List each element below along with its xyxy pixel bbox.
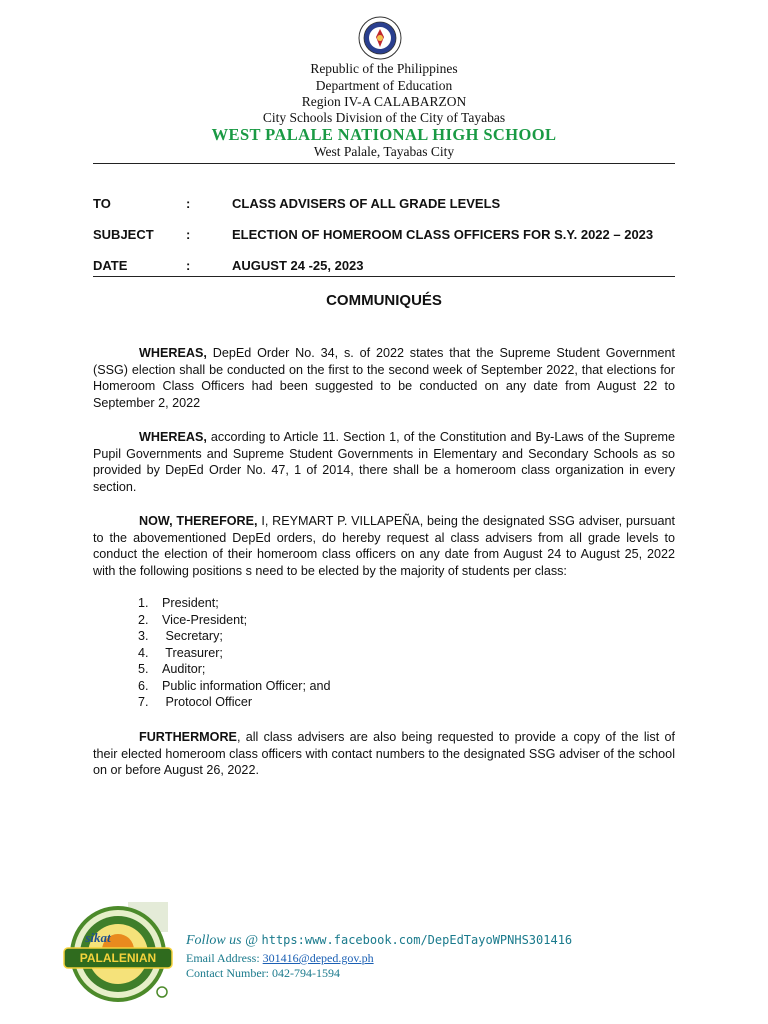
memo-date-value: AUGUST 24 -25, 2023 — [232, 258, 364, 273]
footer-email: Email Address: 301416@deped.gov.ph — [186, 951, 374, 965]
positions-list — [138, 595, 330, 711]
paragraph-body: according to Article 11. Section 1, of the Constitution and By-Laws of the Supreme Pupil Governments and Supreme Student Governments in Elementary and Secondary Schools as so provided by DepEd Order No. 47, 1 of 2014, there shall be a homeroom class organization in every section. — [93, 430, 675, 494]
email-link[interactable]: 301416@deped.gov.ph — [262, 951, 374, 965]
list-item: 2. Vice-President; — [138, 612, 248, 627]
header-divider — [93, 163, 675, 164]
list-item: 4. Treasurer; — [138, 645, 223, 660]
paragraph-lead: WHEREAS, — [139, 430, 207, 444]
footer-contact: Contact Number: 042-794-1594 — [186, 966, 340, 980]
memo-to-value: CLASS ADVISERS OF ALL GRADE LEVELS — [232, 196, 501, 211]
list-item: 6. Public information Officer; and — [138, 678, 331, 693]
paragraph-lead: NOW, THEREFORE, — [139, 514, 258, 528]
facebook-link[interactable]: https:www.facebook.com/DepEdTayoWPNHS301416 — [261, 933, 573, 947]
memo-to-colon: : — [186, 196, 191, 211]
deped-seal-icon — [358, 16, 402, 60]
list-item: 7. Protocol Officer — [138, 695, 253, 709]
memo-subject-colon: : — [186, 227, 191, 242]
memo-subject-label: SUBJECT — [93, 227, 154, 242]
svg-text:sikat: sikat — [85, 930, 111, 945]
paragraph-body: I, REYMART P. VILLAPEÑA, being the designated SSG adviser, pursuant to the abovementioned DepEd orders, do hereby request al class advisers from all grade levels to conduct the election of their homeroom class officers on any date from August 24 to August 25, 2022 with the following positions s need to be elected by the majority of students per class: — [93, 514, 675, 578]
school-address: West Palale, Tayabas City — [313, 144, 455, 159]
list-item: 5. Auditor; — [138, 662, 206, 676]
list-item: 3. Secretary; — [138, 629, 223, 643]
memo-subject-value: ELECTION OF HOMEROOM CLASS OFFICERS FOR S.Y. 2022 – 2023 — [232, 227, 654, 242]
school-logo-icon — [58, 898, 184, 1013]
header-department: Department of Education — [315, 78, 453, 93]
paragraph-body: DepEd Order No. 34, s. of 2022 states that the Supreme Student Government (SSG) election shall be conducted on the first to the second week of September 2022, that elections for Homeroom Class Officers had been suggested to be conducted on any date from August 22 to September 2, 2022 — [93, 346, 675, 410]
memo-date-colon: : — [186, 258, 191, 273]
svg-text:PALALENIAN: PALALENIAN — [79, 951, 157, 965]
memo-date-label: DATE — [93, 258, 128, 273]
school-name: WEST PALALE NATIONAL HIGH SCHOOL — [211, 125, 557, 144]
paragraph-body: , all class advisers are also being requested to provide a copy of the list of their elected homeroom class officers with contact numbers to the designated SSG adviser of the school on or before August 26, 2022. — [93, 730, 675, 777]
document-title: COMMUNIQUÉS — [326, 292, 442, 309]
paragraph-whereas-1 — [93, 345, 675, 411]
list-item: 1. President; — [138, 596, 219, 610]
paragraph-now-therefore — [93, 513, 675, 579]
header-republic: Republic of the Philippines — [310, 61, 458, 76]
contact-number: 042-794-1594 — [271, 966, 340, 980]
memo-to-label: TO — [93, 196, 111, 211]
paragraph-furthermore — [93, 729, 675, 779]
header-region: Region IV-A CALABARZON — [301, 94, 467, 109]
paragraph-whereas-2 — [93, 429, 675, 495]
paragraph-lead: WHEREAS, — [139, 346, 207, 360]
footer-follow: Follow us @ https:www.facebook.com/DepEdTayoWPNHS301416 — [186, 933, 573, 948]
memo-divider — [93, 276, 675, 277]
header-division: City Schools Division of the City of Tayabas — [262, 110, 506, 125]
paragraph-lead: FURTHERMORE — [139, 730, 237, 744]
